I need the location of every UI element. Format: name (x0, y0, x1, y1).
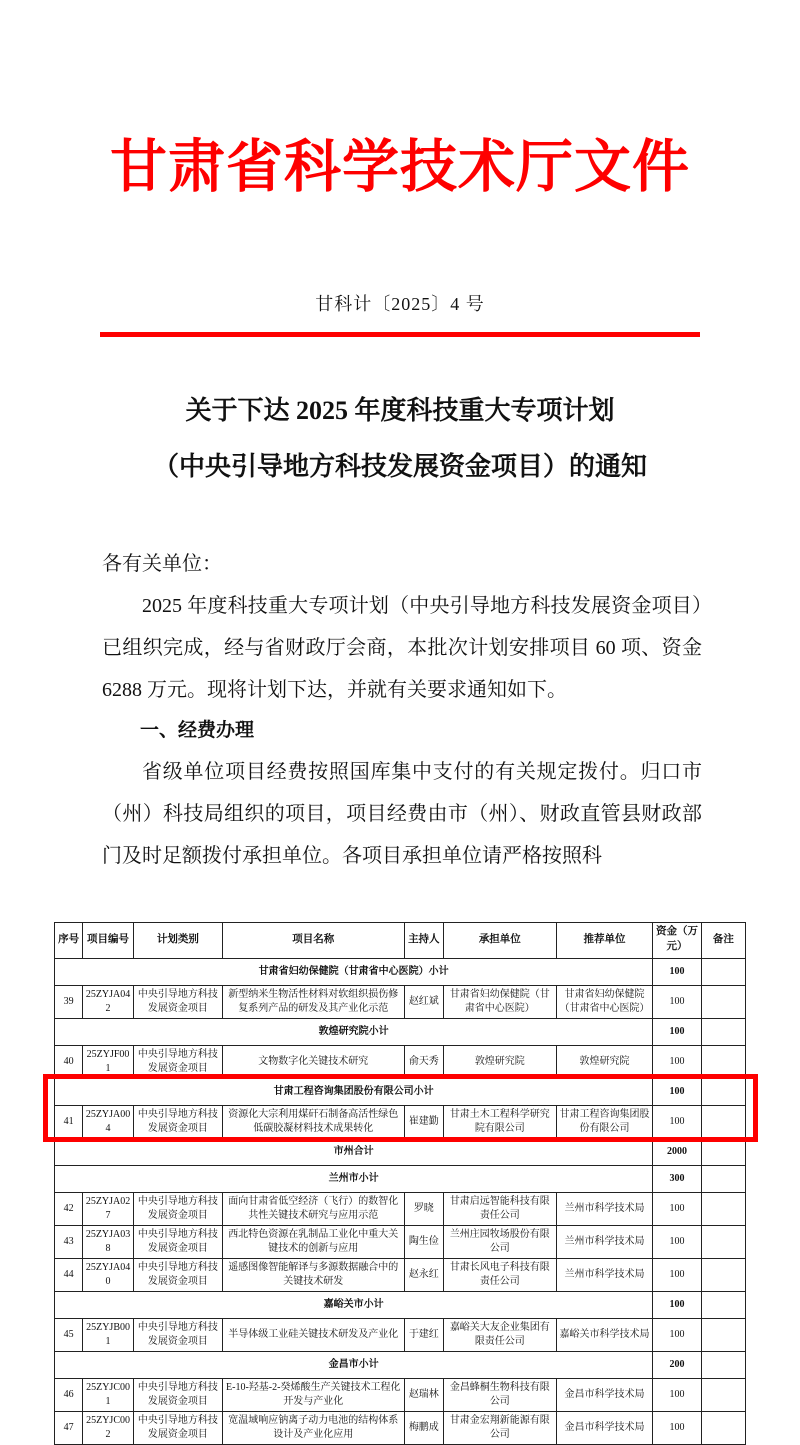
cell-category: 中央引导地方科技发展资金项目 (133, 1192, 222, 1225)
cell-leader: 梅鹏成 (404, 1411, 443, 1444)
cell-remark (701, 1045, 745, 1078)
cell-code: 25ZYJA042 (83, 985, 133, 1018)
cell-recommender: 兰州市科学技术局 (556, 1225, 653, 1258)
subtotal-row (55, 958, 746, 985)
cell-remark (701, 1138, 745, 1165)
cell-remark (701, 985, 745, 1018)
cell-recommender: 兰州市科学技术局 (556, 1192, 653, 1225)
salutation: 各有关单位： (102, 552, 222, 575)
cell-recommender: 敦煌研究院 (556, 1045, 653, 1078)
paragraph-intro: 2025 年度科技重大专项计划（中央引导地方科技发展资金项目）已组织完成，经与省财政厅会商，本批次计划安排项目 60 项、资金 6288 万元。现将计划下达，并就有关要求通知如下。 (102, 594, 702, 701)
document-title-line2: （中央引导地方科技发展资金项目）的通知 (152, 451, 647, 481)
cell-leader: 陶生俭 (404, 1225, 443, 1258)
cell-project-name: 新型纳米生物活性材料对软组织损伤修复系列产品的研发及其产业化示范 (222, 985, 404, 1018)
project-row (55, 1192, 746, 1225)
cell-amount: 100 (653, 1378, 701, 1411)
column-header-recommender: 推荐单位 (556, 922, 653, 958)
column-header-category: 计划类别 (133, 922, 222, 958)
projects-table-body (55, 958, 746, 1444)
cell-no: 46 (55, 1378, 83, 1411)
cell-amount: 300 (653, 1165, 701, 1192)
cell-remark (701, 1225, 745, 1258)
cell-undertaker: 甘肃省妇幼保健院（甘肃省中心医院） (444, 985, 557, 1018)
cell-remark (701, 958, 745, 985)
subtotal-row (55, 1351, 746, 1378)
cell-remark (701, 1258, 745, 1291)
subtotal-row (55, 1291, 746, 1318)
cell-recommender: 嘉峪关市科学技术局 (556, 1318, 653, 1351)
cell-project-name: 面向甘肃省低空经济（飞行）的数智化共性关键技术研究与应用示范 (222, 1192, 404, 1225)
document-body (102, 543, 702, 877)
cell-amount: 100 (653, 958, 701, 985)
cell-code: 25ZYJC002 (83, 1411, 133, 1444)
cell-project-name: 文物数字化关键技术研究 (222, 1045, 404, 1078)
column-header-undertaker: 承担单位 (444, 922, 557, 958)
projects-table-wrap (54, 922, 746, 1445)
cell-leader: 赵红斌 (404, 985, 443, 1018)
paragraph-funding: 省级单位项目经费按照国库集中支付的有关规定拨付。归口市（州）科技局组织的项目，项目经费由市（州）、财政直管县财政部门及时足额拨付承担单位。各项目承担单位请严格按照科 (102, 760, 702, 867)
subtotal-row (55, 1018, 746, 1045)
cell-category: 中央引导地方科技发展资金项目 (133, 1378, 222, 1411)
subtotal-row (55, 1078, 746, 1105)
document-number: 甘科计〔2025〕4 号 (315, 293, 485, 314)
cell-undertaker: 甘肃长风电子科技有限责任公司 (444, 1258, 557, 1291)
cell-project-name: 资源化大宗利用煤矸石制备高活性绿色低碳胶凝材料技术成果转化 (222, 1105, 404, 1138)
document-title (70, 383, 730, 495)
cell-category: 中央引导地方科技发展资金项目 (133, 1105, 222, 1138)
cell-amount: 100 (653, 1225, 701, 1258)
cell-leader: 于建红 (404, 1318, 443, 1351)
cell-code: 25ZYJB001 (83, 1318, 133, 1351)
cell-amount: 100 (653, 1105, 701, 1138)
cell-undertaker: 甘肃金宏翔新能源有限公司 (444, 1411, 557, 1444)
cell-project-name: 宽温域响应钠离子动力电池的结构体系设计及产业化应用 (222, 1411, 404, 1444)
cell-remark (701, 1165, 745, 1192)
subtotal-row (55, 1165, 746, 1192)
cell-no: 44 (55, 1258, 83, 1291)
cell-category: 中央引导地方科技发展资金项目 (133, 1045, 222, 1078)
cell-amount: 100 (653, 1291, 701, 1318)
cell-no: 41 (55, 1105, 83, 1138)
cell-project-name: 半导体级工业硅关键技术研发及产业化 (222, 1318, 404, 1351)
cell-undertaker: 嘉峪关大友企业集团有限责任公司 (444, 1318, 557, 1351)
project-row (55, 1411, 746, 1444)
cell-recommender: 甘肃省妇幼保健院（甘肃省中心医院） (556, 985, 653, 1018)
cell-undertaker: 兰州庄园牧场股份有限公司 (444, 1225, 557, 1258)
project-row (55, 1378, 746, 1411)
section-heading-funding: 一、经费办理 (140, 719, 255, 741)
cell-leader: 崔建勤 (404, 1105, 443, 1138)
cell-leader: 罗晓 (404, 1192, 443, 1225)
cell-subtotal-label: 市州合计 (55, 1138, 653, 1165)
cell-category: 中央引导地方科技发展资金项目 (133, 1318, 222, 1351)
cell-category: 中央引导地方科技发展资金项目 (133, 1225, 222, 1258)
project-row (55, 1258, 746, 1291)
cell-leader: 赵永红 (404, 1258, 443, 1291)
cell-code: 25ZYJC001 (83, 1378, 133, 1411)
cell-no: 42 (55, 1192, 83, 1225)
cell-remark (701, 1318, 745, 1351)
cell-subtotal-label: 甘肃工程咨询集团股份有限公司小计 (55, 1078, 653, 1105)
column-header-leader: 主持人 (404, 922, 443, 958)
cell-recommender: 金昌市科学技术局 (556, 1411, 653, 1444)
cell-subtotal-label: 甘肃省妇幼保健院（甘肃省中心医院）小计 (55, 958, 653, 985)
red-divider (100, 332, 700, 337)
cell-remark (701, 1192, 745, 1225)
cell-code: 25ZYJA027 (83, 1192, 133, 1225)
cell-project-name: 遥感图像智能解译与多源数据融合中的关键技术研发 (222, 1258, 404, 1291)
cell-amount: 100 (653, 985, 701, 1018)
projects-table (54, 922, 746, 1445)
cell-code: 25ZYJA040 (83, 1258, 133, 1291)
project-row (55, 1105, 746, 1138)
cell-recommender: 金昌市科学技术局 (556, 1378, 653, 1411)
cell-remark (701, 1378, 745, 1411)
cell-remark (701, 1291, 745, 1318)
cell-remark (701, 1105, 745, 1138)
project-row (55, 1045, 746, 1078)
column-header-amount: 资金（万元） (653, 922, 701, 958)
cell-amount: 100 (653, 1192, 701, 1225)
cell-leader: 赵瑞林 (404, 1378, 443, 1411)
cell-amount: 100 (653, 1078, 701, 1105)
cell-no: 39 (55, 985, 83, 1018)
column-header-no: 序号 (55, 922, 83, 958)
cell-leader: 俞天秀 (404, 1045, 443, 1078)
cell-remark (701, 1078, 745, 1105)
cell-amount: 100 (653, 1018, 701, 1045)
cell-no: 43 (55, 1225, 83, 1258)
cell-undertaker: 敦煌研究院 (444, 1045, 557, 1078)
project-row (55, 1225, 746, 1258)
cell-remark (701, 1351, 745, 1378)
cell-recommender: 兰州市科学技术局 (556, 1258, 653, 1291)
project-row (55, 1318, 746, 1351)
cell-amount: 100 (653, 1258, 701, 1291)
masthead-title: 甘肃省科学技术厅文件 (110, 136, 690, 199)
project-row (55, 985, 746, 1018)
cell-category: 中央引导地方科技发展资金项目 (133, 1411, 222, 1444)
cell-code: 25ZYJA038 (83, 1225, 133, 1258)
cell-subtotal-label: 金昌市小计 (55, 1351, 653, 1378)
cell-amount: 100 (653, 1318, 701, 1351)
cell-undertaker: 甘肃启远智能科技有限责任公司 (444, 1192, 557, 1225)
column-header-remark: 备注 (701, 922, 745, 958)
cell-subtotal-label: 兰州市小计 (55, 1165, 653, 1192)
cell-remark (701, 1411, 745, 1444)
column-header-name: 项目名称 (222, 922, 404, 958)
cell-code: 25ZYJA004 (83, 1105, 133, 1138)
table-header-row (55, 922, 746, 958)
cell-project-name: 西北特色资源在乳制品工业化中重大关键技术的创新与应用 (222, 1225, 404, 1258)
cell-remark (701, 1018, 745, 1045)
cell-amount: 2000 (653, 1138, 701, 1165)
cell-code: 25ZYJF001 (83, 1045, 133, 1078)
cell-no: 45 (55, 1318, 83, 1351)
cell-subtotal-label: 嘉峪关市小计 (55, 1291, 653, 1318)
cell-undertaker: 金昌蜂桐生物科技有限公司 (444, 1378, 557, 1411)
cell-no: 40 (55, 1045, 83, 1078)
cell-amount: 200 (653, 1351, 701, 1378)
cell-undertaker: 甘肃土木工程科学研究院有限公司 (444, 1105, 557, 1138)
cell-project-name: E-10-羟基-2-癸烯酸生产关键技术工程化开发与产业化 (222, 1378, 404, 1411)
column-header-code: 项目编号 (83, 922, 133, 958)
subtotal-row (55, 1138, 746, 1165)
cell-recommender: 甘肃工程咨询集团股份有限公司 (556, 1105, 653, 1138)
cell-amount: 100 (653, 1045, 701, 1078)
cell-category: 中央引导地方科技发展资金项目 (133, 985, 222, 1018)
cell-category: 中央引导地方科技发展资金项目 (133, 1258, 222, 1291)
document-title-line1: 关于下达 2025 年度科技重大专项计划 (185, 395, 615, 425)
cell-no: 47 (55, 1411, 83, 1444)
cell-amount: 100 (653, 1411, 701, 1444)
cell-subtotal-label: 敦煌研究院小计 (55, 1018, 653, 1045)
